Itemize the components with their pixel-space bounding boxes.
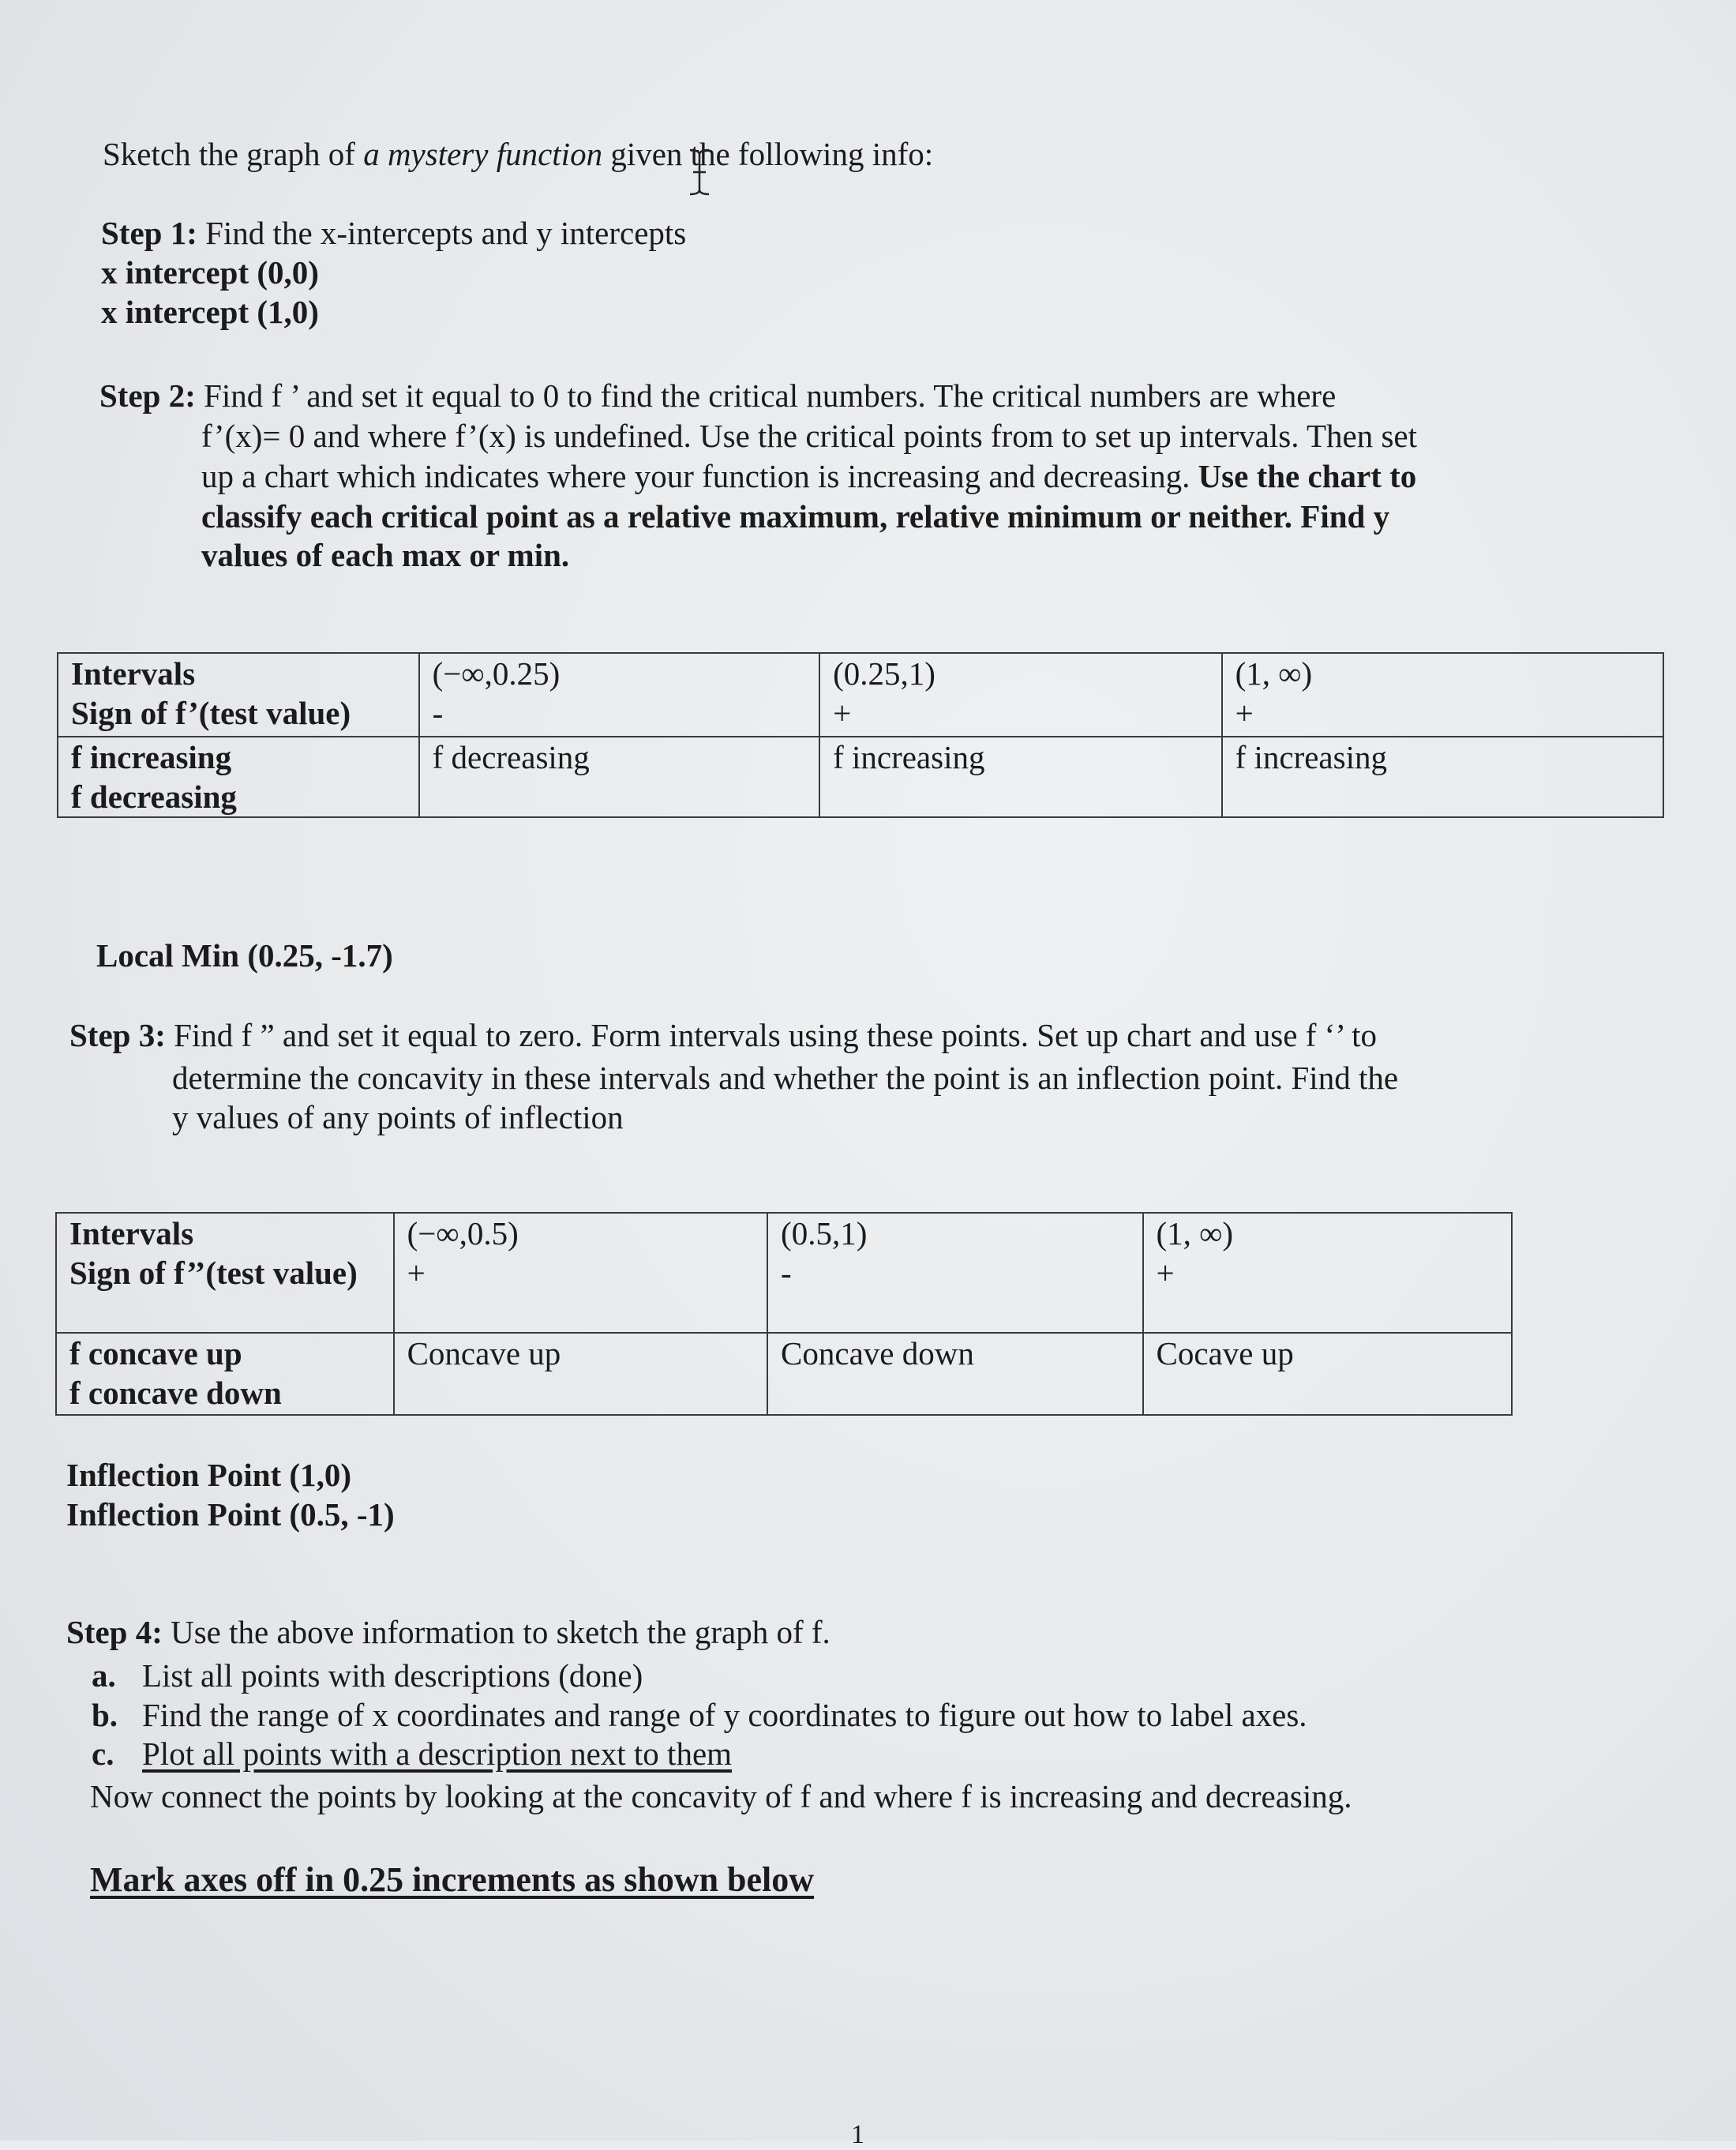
chart2-interval-cell-2 bbox=[767, 1213, 1142, 1333]
chart1-header-cell bbox=[58, 653, 419, 737]
chart2-header-cell bbox=[56, 1213, 394, 1333]
step2-line-3 bbox=[201, 456, 1416, 496]
step3-line-1 bbox=[69, 1015, 1377, 1055]
chart1-behavior-2: f increasing bbox=[819, 737, 1221, 817]
chart1-row-behavior bbox=[58, 737, 1663, 817]
local-min: Local Min (0.25, -1.7) bbox=[96, 937, 393, 974]
step4-item-b-marker: b. bbox=[92, 1697, 118, 1733]
step1-label: Step 1: bbox=[101, 215, 197, 251]
chart1-interval-2: (0.25,1) bbox=[833, 655, 935, 692]
step4-heading bbox=[66, 1612, 831, 1652]
step3-line-2: determine the concavity in these intervals and whether the point is an inflection point. Find the bbox=[172, 1060, 1399, 1096]
intro-prefix: Sketch the graph of bbox=[103, 136, 364, 172]
chart2-intervals-label: Intervals bbox=[69, 1215, 194, 1251]
step2-line-2: f’(x)= 0 and where f’(x) is undefined. Use the critical points from to set up intervals. Then set bbox=[201, 418, 1418, 454]
step3-line-3: y values of any points of inflection bbox=[172, 1099, 624, 1135]
chart2-interval-2: (0.5,1) bbox=[781, 1215, 868, 1251]
chart1-sign-label: Sign of f’(test value) bbox=[71, 695, 351, 731]
step2-text-1: Find f ’ and set it equal to 0 to find the critical numbers. The critical numbers are where bbox=[195, 377, 1337, 414]
chart2-behavior-3: Cocave up bbox=[1143, 1333, 1512, 1415]
chart2-concave-up-label: f concave up bbox=[69, 1335, 242, 1371]
step2-text-3: up a chart which indicates where your function is increasing and decreasing. bbox=[201, 458, 1198, 494]
step2-line-4: classify each critical point as a relative maximum, relative minimum or neither. Find y bbox=[201, 498, 1390, 535]
intro-italic: a mystery function bbox=[363, 136, 611, 172]
chart2-sign-1: + bbox=[407, 1255, 426, 1291]
chart1-sign-3: + bbox=[1235, 695, 1254, 731]
step2-line-1 bbox=[99, 376, 1336, 415]
step3-label: Step 3: bbox=[69, 1017, 166, 1053]
step1-text: Find the x-intercepts and y intercepts bbox=[197, 215, 687, 251]
step2-line-5: values of each max or min. bbox=[201, 537, 570, 573]
intro-line bbox=[103, 134, 933, 174]
chart1-interval-3: (1, ∞) bbox=[1235, 655, 1313, 692]
chart2-sign-2: - bbox=[781, 1255, 792, 1291]
chart1-decreasing-label: f decreasing bbox=[71, 779, 237, 815]
chart1-interval-cell-1 bbox=[419, 653, 820, 737]
page-number: 1 bbox=[851, 2120, 864, 2149]
chart2-interval-3: (1, ∞) bbox=[1156, 1215, 1234, 1251]
chart1-sign-2: + bbox=[833, 695, 852, 731]
chart1-behavior-1: f decreasing bbox=[419, 737, 820, 817]
step4-item-a-marker: a. bbox=[92, 1657, 116, 1694]
step4-connect: Now connect the points by looking at the concavity of f and where f is increasing and decreasing. bbox=[90, 1778, 1352, 1814]
chart2-row-behavior bbox=[56, 1333, 1512, 1415]
second-derivative-chart bbox=[55, 1212, 1513, 1416]
text-cursor-icon bbox=[684, 147, 715, 197]
step4-item-c-text: Plot all points with a description next to them bbox=[142, 1735, 733, 1772]
chart2-interval-1: (−∞,0.5) bbox=[407, 1215, 519, 1251]
x-intercept-1: x intercept (0,0) bbox=[101, 254, 319, 291]
step2-label: Step 2: bbox=[99, 377, 196, 414]
chart2-behavior-2: Concave down bbox=[767, 1333, 1142, 1415]
step4-item-a-text: List all points with descriptions (done) bbox=[142, 1657, 643, 1694]
step4-item-a bbox=[92, 1656, 643, 1695]
chart1-behavior-3: f increasing bbox=[1222, 737, 1663, 817]
step4-item-c bbox=[92, 1734, 732, 1773]
chart1-interval-cell-2 bbox=[819, 653, 1221, 737]
step4-item-c-marker: c. bbox=[92, 1735, 114, 1772]
chart2-interval-cell-3 bbox=[1143, 1213, 1512, 1333]
step4-label: Step 4: bbox=[66, 1614, 163, 1650]
chart1-interval-1: (−∞,0.25) bbox=[432, 655, 561, 692]
chart2-behavior-label-cell bbox=[56, 1333, 394, 1415]
chart1-row-intervals-signs bbox=[58, 653, 1663, 737]
step4-mark-axes: Mark axes off in 0.25 increments as shown below bbox=[90, 1860, 815, 1899]
step3-text-1: Find f ” and set it equal to zero. Form intervals using these points. Set up chart and use f ‘’ to bbox=[165, 1017, 1377, 1053]
step4-text: Use the above information to sketch the graph of f. bbox=[162, 1614, 831, 1650]
chart1-sign-1: - bbox=[432, 695, 444, 731]
chart2-row-intervals-signs bbox=[56, 1213, 1512, 1333]
intro-suffix: given the following info: bbox=[610, 136, 934, 172]
chart2-interval-cell-1 bbox=[394, 1213, 767, 1333]
inflection-point-1: Inflection Point (1,0) bbox=[66, 1457, 351, 1493]
chart2-concave-down-label: f concave down bbox=[69, 1375, 282, 1411]
chart1-behavior-label-cell bbox=[58, 737, 419, 817]
step4-item-b bbox=[92, 1695, 1307, 1735]
chart2-sign-3: + bbox=[1156, 1255, 1175, 1291]
inflection-point-2: Inflection Point (0.5, -1) bbox=[66, 1496, 395, 1533]
x-intercept-2: x intercept (1,0) bbox=[101, 294, 319, 330]
chart2-behavior-1: Concave up bbox=[394, 1333, 767, 1415]
chart1-intervals-label: Intervals bbox=[71, 655, 196, 692]
chart2-sign-label: Sign of f’’(test value) bbox=[69, 1255, 358, 1291]
step1-heading bbox=[101, 213, 686, 253]
chart1-increasing-label: f increasing bbox=[71, 739, 232, 775]
step2-bold-tail: Use the chart to bbox=[1198, 458, 1417, 494]
chart1-interval-cell-3 bbox=[1222, 653, 1663, 737]
first-derivative-chart bbox=[57, 652, 1664, 818]
step4-item-b-text: Find the range of x coordinates and range of y coordinates to figure out how to label axes. bbox=[142, 1697, 1307, 1733]
